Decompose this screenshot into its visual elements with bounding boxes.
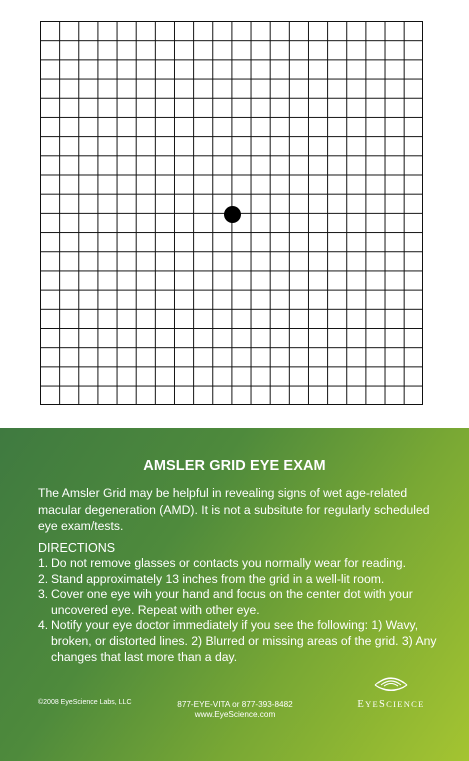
logo-letter-s: S — [379, 699, 387, 710]
info-panel — [0, 428, 469, 761]
direction-number: 4. — [38, 618, 49, 633]
intro-text: The Amsler Grid may be helpful in revealing signs of wet age-related macular degeneration (AMD). It is not a subsitute for regularly scheduled eye exam/tests. — [38, 486, 430, 533]
direction-text: Stand approximately 13 inches from the grid in a well-lit room. — [51, 571, 385, 586]
contact-block — [160, 700, 310, 720]
direction-item — [38, 556, 458, 572]
panel-title: AMSLER GRID EYE EXAM — [143, 458, 326, 474]
direction-item — [38, 572, 458, 588]
directions-list — [38, 556, 458, 665]
direction-item — [38, 587, 458, 618]
logo-wordmark — [345, 699, 437, 710]
directions-heading: DIRECTIONS — [38, 541, 116, 555]
logo-letters-cience: CIENCE — [386, 699, 425, 709]
center-dot — [224, 206, 241, 223]
logo-letters-ye: YE — [365, 699, 379, 709]
direction-text: Notify your eye doctor immediately if you see the following: 1) Wavy, broken, or distorted lines. 2) Blurred or missing areas of the grid. 3) Any changes that last more than a day. — [51, 618, 437, 664]
direction-number: 2. — [38, 571, 49, 586]
direction-number: 1. — [38, 556, 49, 570]
website-link[interactable]: www.EyeScience.com — [194, 710, 276, 719]
logo-letter-e: E — [357, 699, 366, 710]
direction-item — [38, 618, 458, 665]
direction-text: Do not remove glasses or contacts you normally wear for reading. — [51, 556, 406, 570]
phone-number: 877-EYE-VITA or 877-393-8482 — [177, 700, 293, 709]
direction-number: 3. — [38, 587, 49, 602]
eyescience-logo — [345, 668, 437, 713]
eye-logo-icon — [345, 668, 437, 698]
direction-text: Cover one eye wih your hand and focus on the center dot with your uncovered eye. Repeat with other eye. — [51, 587, 413, 617]
copyright-text: ©2008 EyeScience Labs, LLC — [38, 699, 132, 706]
